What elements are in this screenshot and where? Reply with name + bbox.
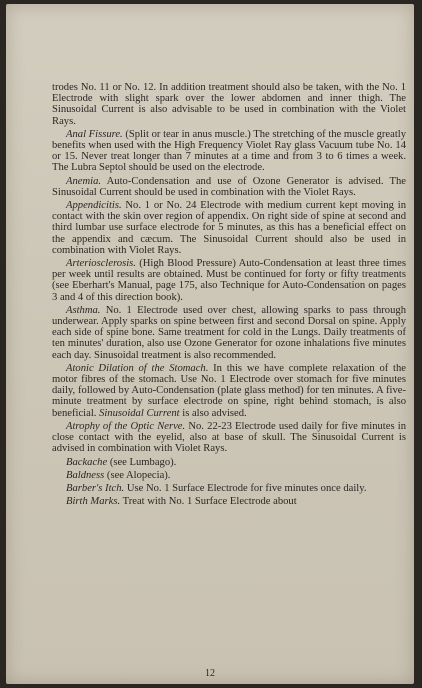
- entry-term: Baldness: [66, 469, 105, 481]
- entry-appendicitis: Appendicitis. No. 1 or No. 24 Electrode with medium current kept moving in contact with the skin over region of appendix. On right side of spine at second and third lumbar use surface electrode for 5 minutes, as this has a beneficial effect on the appendix and cæcum. The Sinusoidal Current should also be used in combination with Violet Rays.: [52, 200, 406, 256]
- entry-term: Arteriosclerosis.: [66, 258, 136, 270]
- entry-term: Atonic Dilation of the Stomach.: [66, 362, 209, 374]
- entry-birth-marks: Birth Marks. Treat with No. 1 Surface Electrode about: [66, 496, 297, 508]
- entry-term: Atrophy of the Optic Nerve.: [66, 420, 186, 432]
- entry-anal-fissure: Anal Fissure. (Split or tear in anus muscle.) The stretching of the muscle greatly benefits when used with the High Frequency Violet Ray glass Vacuum tube No. 14 or 15. Never treat longer than 7 minutes at a time and from 3 to 6 times a week. The Lubra Septol should be used on the electrode.: [52, 128, 407, 174]
- entry-backache: Backache (see Lumbago).: [66, 456, 177, 468]
- entry-baldness: Baldness (see Alopecia).: [66, 469, 171, 481]
- entry-term: Backache: [66, 456, 108, 468]
- entry-term: Anal Fissure.: [66, 128, 123, 140]
- page-number: 12: [205, 668, 215, 679]
- entry-asthma: Asthma. No. 1 Electrode used over chest, allowing sparks to pass through underwear. Apply sparks on spine between first and second Dorsal on spine. Apply each side of spine bone. Same treatment for cold in the Lungs. Daily treatments of ten minutes' duration, also use Ozone Generator for ozone inhalations five minutes each day. Sinusoidal treatment is also recommended.: [52, 304, 406, 361]
- page-body: [52, 82, 406, 509]
- entry-anemia: Anemia. Auto-Condensation and use of Ozone Generator is advised. The Sinusoidal Current should be used in combination with the Violet Rays.: [52, 175, 406, 198]
- entry-term: Birth Marks.: [66, 496, 121, 508]
- entry-atonic-dilation: Atonic Dilation of the Stomach. In this we have complete relaxation of the motor fibres of the stomach. Use No. 1 Electrode over stomach for five minutes daily, followed by Auto-Condensation (plate glass method) for ten minutes. A five-minute treatment by surface electrode on spine, right behind stomach, is also beneficial. Sinusoidal Current is also advised.: [52, 362, 406, 419]
- entry-term: Barber's Itch.: [66, 482, 125, 494]
- entry-arteriosclerosis: Arteriosclerosis. (High Blood Pressure) Auto-Condensation at least three times per week until results are obtained. Must be continued for forty or fifty treatments (see Eberhart's Manual, page 175, also Technique for Auto-Condensation on pages 3 and 4 of this direction book).: [52, 258, 406, 303]
- entry-term: Asthma.: [66, 304, 101, 316]
- entry-barbers-itch: Barber's Itch. Use No. 1 Surface Electrode for five minutes once daily.: [66, 482, 367, 494]
- book-page: [6, 4, 414, 684]
- entry-atrophy-optic-nerve: Atrophy of the Optic Nerve. No. 22-23 Electrode used daily for five minutes in close contact with the eyelid, also at base of skull. The Sinusoidal Current is advised in combination with Violet Rays.: [52, 420, 406, 455]
- paragraph-continuation: trodes No. 11 or No. 12. In addition treatment should also be taken, with the No. 1 Electrode with slight spark over the lower abdomen and inner thigh. The Sinusoidal Current is also advisable to be used in combination with the Violet Rays.: [52, 82, 406, 127]
- entry-term: Appendicitis.: [66, 200, 122, 212]
- entry-term: Anemia.: [66, 175, 102, 187]
